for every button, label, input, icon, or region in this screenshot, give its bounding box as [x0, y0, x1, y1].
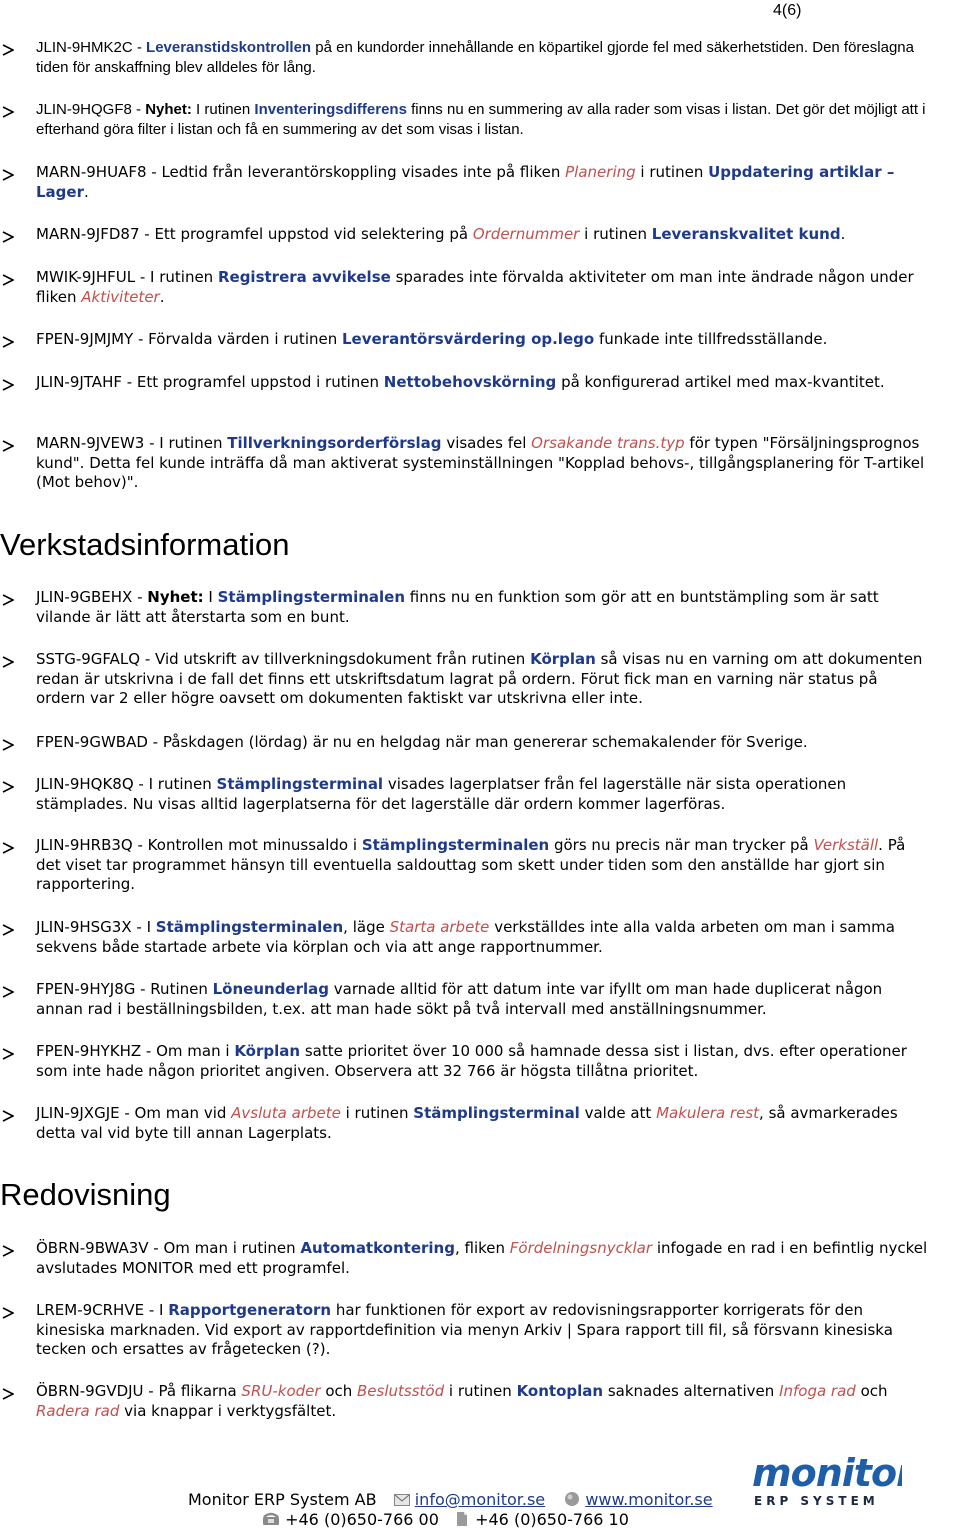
- text-run: , fliken: [454, 1239, 510, 1257]
- list-item-text: [36, 163, 930, 202]
- routine-name: Leveranskvalitet kund: [651, 225, 841, 243]
- routine-name: Stämplingsterminalen: [155, 918, 344, 936]
- text-run: FPEN-9GWBAD - Påskdagen (lördag) är nu en helgdag när man genererar schemakalender för Sverige.: [36, 733, 808, 751]
- text-run: varnade alltid för att datum inte var ifyllt om man hade duplicerat någon annan rad i beställningsbilden, t.ex. att man hade sökt på två intervall med anställningsnummer.: [36, 980, 883, 1018]
- text-run: sparades inte förvalda aktiviteter om man inte ändrade någon under fliken: [36, 268, 914, 306]
- routine-name: Automatkontering: [300, 1239, 455, 1257]
- bullet-arrow-icon: [2, 1108, 14, 1120]
- routine-name: Uppdatering artiklar – Lager: [36, 163, 895, 201]
- list-item-text: [36, 733, 930, 753]
- field-name: Avsluta arbete: [231, 1104, 341, 1122]
- text-run: , så avmarkerades detta val vid byte till annan Lagerplats.: [36, 1104, 898, 1142]
- routine-name: Stämplingsterminal: [216, 775, 384, 793]
- text-run: LREM-9CRHVE - I: [36, 1301, 169, 1319]
- field-name: Radera rad: [36, 1401, 120, 1420]
- field-name: Ordernummer: [472, 225, 580, 243]
- text-run: .: [840, 225, 846, 243]
- list-item-text: [36, 268, 930, 307]
- routine-name: Tillverkningsorderförslag: [227, 434, 442, 452]
- text-run: .: [159, 287, 165, 306]
- routine-name: Nettobehovskörning: [383, 373, 557, 391]
- list-item-text: [36, 1042, 930, 1081]
- text-run: för typen "Försäljningsprognos kund". Detta fel kunde inträffa då man aktiverat systeminställningen "Kopplad behovs-, tillgångsplanering för T-artikel (Mot behov)".: [36, 434, 925, 491]
- bullet-arrow-icon: [2, 104, 14, 116]
- text-run: MARN-9HUAF8 - Ledtid från leverantörskoppling visades inte på fliken: [36, 163, 566, 181]
- list-item-text: [36, 434, 930, 493]
- globe-icon: [564, 1491, 580, 1511]
- list-item-text: [36, 918, 930, 957]
- field-name: Fördelningsnycklar: [509, 1239, 653, 1257]
- text-run: JLIN-9HSG3X - I: [36, 918, 156, 936]
- text-run: i rutinen: [444, 1382, 517, 1400]
- list-item-text: [36, 225, 930, 245]
- bullet-arrow-icon: [2, 737, 14, 749]
- text-run: I rutinen: [191, 101, 255, 118]
- bullet-arrow-icon: [2, 438, 14, 450]
- field-name: Beslutsstöd: [357, 1382, 445, 1400]
- text-run: Nyhet:: [147, 588, 204, 606]
- text-run: visades fel: [441, 434, 532, 452]
- list-item-text: [36, 38, 930, 77]
- text-run: . På det viset tar programmet hänsyn till eventuella saldouttag som skett under tiden som den anställde har gjort sin rapportering.: [36, 836, 906, 893]
- field-name: Infoga rad: [779, 1382, 856, 1400]
- text-run: verkställdes inte alla valda arbeten om man i samma sekvens både startade arbete via körplan och via att ange rapportnummer.: [36, 918, 895, 956]
- routine-name: Löneunderlag: [212, 980, 330, 998]
- text-run: MARN-9JFD87 - Ett programfel uppstod vid selektering på: [36, 225, 473, 243]
- bullet-arrow-icon: [2, 840, 14, 852]
- text-run: JLIN-9HMK2C -: [36, 39, 147, 56]
- text-run: ÖBRN-9GVDJU - På flikarna: [36, 1382, 242, 1400]
- field-name: Planering: [565, 163, 636, 181]
- list-item-text: [36, 373, 930, 393]
- text-run: JLIN-9GBEHX -: [36, 588, 148, 606]
- bullet-arrow-icon: [2, 272, 14, 284]
- list-item-text: [36, 1239, 930, 1278]
- section-title-verkstad: Verkstadsinformation: [0, 527, 290, 562]
- field-name: Aktiviteter: [81, 287, 160, 306]
- bullet-arrow-icon: [2, 592, 14, 604]
- text-run: i rutinen: [340, 1104, 414, 1122]
- bullet-arrow-icon: [2, 779, 14, 791]
- text-run: och: [855, 1382, 888, 1400]
- footer-line-2: [262, 1510, 629, 1531]
- routine-name: Stämplingsterminalen: [217, 588, 406, 606]
- text-run: FPEN-9HYJ8G - Rutinen: [36, 980, 213, 998]
- bullet-arrow-icon: [2, 1243, 14, 1255]
- text-run: finns nu en funktion som gör att en buntstämpling som är satt vilande är lätt att återstarta som en bunt.: [36, 588, 879, 626]
- text-run: har funktionen för export av redovisningsrapporter korrigerats för den kinesiska marknaden. Vid export av rapportdefinition via menyn Arkiv | Spara rapport till fil, så försvann kinesiska tecken och ersattes av frågetecken (?).: [36, 1301, 893, 1358]
- text-run: valde att: [579, 1104, 657, 1122]
- text-run: FPEN-9JMJMY - Förvalda värden i rutinen: [36, 330, 342, 348]
- text-run: på en kundorder innehållande en köpartikel gjorde fel med säkerhetstiden. Den föreslagna tiden för anskaffning blev alldeles för lång.: [36, 39, 914, 76]
- bullet-arrow-icon: [2, 42, 14, 54]
- routine-name: Körplan: [530, 650, 596, 668]
- list-item-text: [36, 1301, 930, 1360]
- text-run: FPEN-9HYKHZ - Om man i: [36, 1042, 235, 1060]
- text-run: JLIN-9HQK8Q - I rutinen: [36, 775, 217, 793]
- logo-wordmark: monitor: [752, 1451, 902, 1495]
- routine-name: Registrera avvikelse: [217, 268, 391, 286]
- text-run: i rutinen: [579, 225, 652, 243]
- fax-icon: [454, 1511, 470, 1531]
- list-item-text: [36, 1104, 930, 1143]
- section-title-redovisning: Redovisning: [0, 1177, 171, 1212]
- email-link[interactable]: info@monitor.se: [414, 1490, 546, 1509]
- text-run: funkade inte tillfredsställande.: [594, 330, 828, 348]
- list-item-text: [36, 100, 930, 139]
- list-item-text: [36, 836, 930, 895]
- phone-number: +46 (0)650-766 00: [285, 1510, 439, 1529]
- bullet-arrow-icon: [2, 377, 14, 389]
- list-item-text: [36, 980, 930, 1019]
- text-run: satte prioritet över 10 000 så hamnade dessa sist i listan, dvs. efter operationer som inte hade någon prioritet angiven. Observera att 32 766 är högsta tillåtna prioritet.: [36, 1042, 907, 1080]
- text-run: I: [203, 588, 218, 606]
- bullet-arrow-icon: [2, 922, 14, 934]
- logo-subtitle: ERP SYSTEM: [754, 1494, 879, 1508]
- text-run: infogade en rad i en befintlig nyckel avslutades MONITOR med ett programfel.: [36, 1239, 928, 1277]
- routine-name: Stämplingsterminal: [413, 1104, 580, 1122]
- text-run: på konfigurerad artikel med max-kvantitet.: [556, 373, 885, 391]
- list-item-text: [36, 1382, 930, 1421]
- bullet-arrow-icon: [2, 984, 14, 996]
- bullet-arrow-icon: [2, 334, 14, 346]
- field-name: Orsakande trans.typ: [531, 434, 685, 452]
- text-run: .: [84, 182, 89, 201]
- routine-name: Leverantörsvärdering op.lego: [342, 330, 595, 348]
- field-name: Starta arbete: [389, 918, 490, 936]
- list-item-text: [36, 330, 930, 350]
- bullet-arrow-icon: [2, 1386, 14, 1398]
- text-run: saknades alternativen: [603, 1382, 780, 1400]
- fax-number: +46 (0)650-766 10: [475, 1510, 629, 1529]
- routine-name: Kontoplan: [516, 1382, 604, 1400]
- bullet-arrow-icon: [2, 1046, 14, 1058]
- bullet-arrow-icon: [2, 229, 14, 241]
- list-item-text: [36, 588, 930, 627]
- page-number: 4(6): [773, 2, 802, 19]
- text-run: JLIN-9HQGF8 -: [36, 101, 146, 118]
- routine-name: Leveranstidskontrollen: [146, 39, 312, 56]
- text-run: , läge: [343, 918, 390, 936]
- company-name: Monitor ERP System AB: [188, 1490, 377, 1509]
- bullet-arrow-icon: [2, 1305, 14, 1317]
- text-run: i rutinen: [635, 163, 709, 181]
- email-icon: [394, 1491, 410, 1510]
- phone-icon: [262, 1511, 280, 1530]
- web-link[interactable]: www.monitor.se: [585, 1490, 713, 1509]
- routine-name: Stämplingsterminalen: [361, 836, 550, 854]
- text-run: Nyhet:: [145, 101, 192, 118]
- text-run: finns nu en summering av alla rader som visas i listan. Det gör det möjligt att i efterhand göra filter i listan och få en summering av det som visas i listan.: [36, 101, 926, 138]
- bullet-arrow-icon: [2, 654, 14, 666]
- routine-name: Inventeringsdifferens: [254, 101, 407, 118]
- text-run: och: [320, 1382, 358, 1400]
- footer-line-1: [188, 1490, 713, 1511]
- bullet-arrow-icon: [2, 167, 14, 179]
- text-run: MWIK-9JHFUL - I rutinen: [36, 268, 218, 286]
- routine-name: Körplan: [234, 1042, 301, 1060]
- list-item-text: [36, 650, 930, 709]
- text-run: JLIN-9JXGJE - Om man vid: [36, 1104, 232, 1122]
- field-name: Makulera rest: [656, 1104, 760, 1122]
- text-run: JLIN-9HRB3Q - Kontrollen mot minussaldo i: [36, 836, 362, 854]
- text-run: visades lagerplatser från fel lagerställe när sista operationen stämplades. Nu visas alltid lagerplatserna för det lagerställe där ordern kommer lagerföras.: [36, 775, 847, 813]
- text-run: så visas nu en varning om att dokumenten redan är utskrivna i de fall det finns ett utskriftsdatum lagrat på ordern. Förut fick man en varning när status på ordern var 2 eller högre oavsett om dokumenten faktiskt var utskrivna eller inte.: [36, 650, 923, 707]
- list-item-text: [36, 775, 930, 814]
- text-run: JLIN-9JTAHF - Ett programfel uppstod i rutinen: [36, 373, 384, 391]
- routine-name: Rapportgeneratorn: [168, 1301, 332, 1319]
- text-run: görs nu precis när man trycker på: [549, 836, 814, 854]
- text-run: SSTG-9GFALQ - Vid utskrift av tillverkningsdokument från rutinen: [36, 650, 531, 668]
- monitor-logo: [752, 1450, 902, 1510]
- field-name: SRU-koder: [241, 1382, 321, 1400]
- text-run: MARN-9JVEW3 - I rutinen: [36, 434, 228, 452]
- field-name: Verkställ: [813, 836, 879, 854]
- text-run: via knappar i verktygsfältet.: [119, 1401, 337, 1420]
- text-run: ÖBRN-9BWA3V - Om man i rutinen: [36, 1239, 301, 1257]
